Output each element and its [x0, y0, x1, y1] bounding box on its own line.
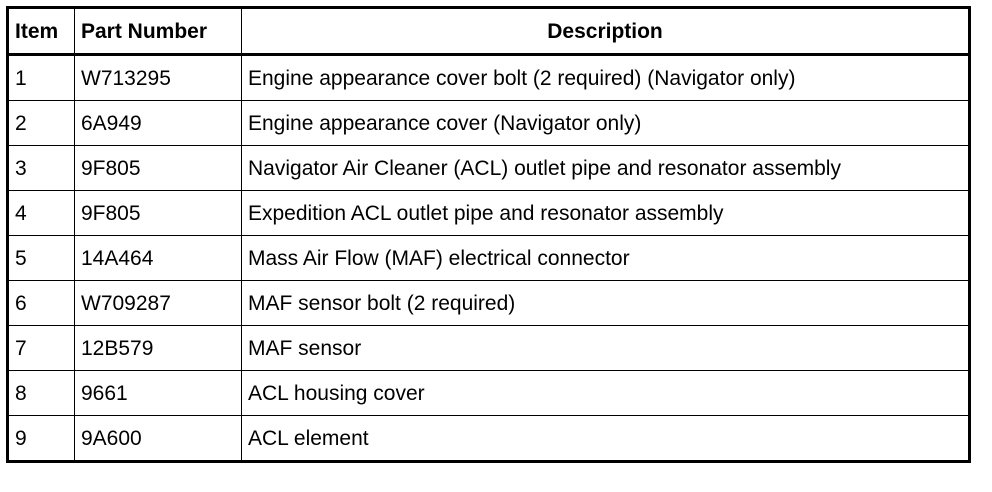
column-header-item: Item	[8, 8, 75, 55]
table-row	[8, 55, 970, 101]
part-number-cell: 12B579	[75, 326, 242, 371]
item-cell: 7	[8, 326, 75, 371]
part-number-cell: W709287	[75, 281, 242, 326]
table-row	[8, 101, 970, 146]
item-cell: 5	[8, 236, 75, 281]
parts-table	[6, 6, 971, 463]
column-header-description: Description	[242, 8, 970, 55]
item-cell: 2	[8, 101, 75, 146]
item-cell: 4	[8, 191, 75, 236]
description-cell: MAF sensor bolt (2 required)	[242, 281, 970, 326]
table-row	[8, 146, 970, 191]
item-cell: 9	[8, 416, 75, 462]
part-number-cell: 9F805	[75, 191, 242, 236]
description-cell: ACL housing cover	[242, 371, 970, 416]
item-cell: 1	[8, 55, 75, 101]
table-header-row	[8, 8, 970, 55]
part-number-cell: 6A949	[75, 101, 242, 146]
item-cell: 6	[8, 281, 75, 326]
table-row	[8, 326, 970, 371]
description-cell: ACL element	[242, 416, 970, 462]
part-number-cell: W713295	[75, 55, 242, 101]
column-header-part-number: Part Number	[75, 8, 242, 55]
part-number-cell: 9F805	[75, 146, 242, 191]
description-cell: MAF sensor	[242, 326, 970, 371]
table-row	[8, 371, 970, 416]
description-cell: Mass Air Flow (MAF) electrical connector	[242, 236, 970, 281]
table-row	[8, 191, 970, 236]
description-cell: Navigator Air Cleaner (ACL) outlet pipe and resonator assembly	[242, 146, 970, 191]
part-number-cell: 9661	[75, 371, 242, 416]
description-cell: Engine appearance cover (Navigator only)	[242, 101, 970, 146]
part-number-cell: 9A600	[75, 416, 242, 462]
description-cell: Engine appearance cover bolt (2 required) (Navigator only)	[242, 55, 970, 101]
description-cell: Expedition ACL outlet pipe and resonator assembly	[242, 191, 970, 236]
table-row	[8, 416, 970, 462]
item-cell: 3	[8, 146, 75, 191]
table-row	[8, 236, 970, 281]
part-number-cell: 14A464	[75, 236, 242, 281]
table-row	[8, 281, 970, 326]
item-cell: 8	[8, 371, 75, 416]
